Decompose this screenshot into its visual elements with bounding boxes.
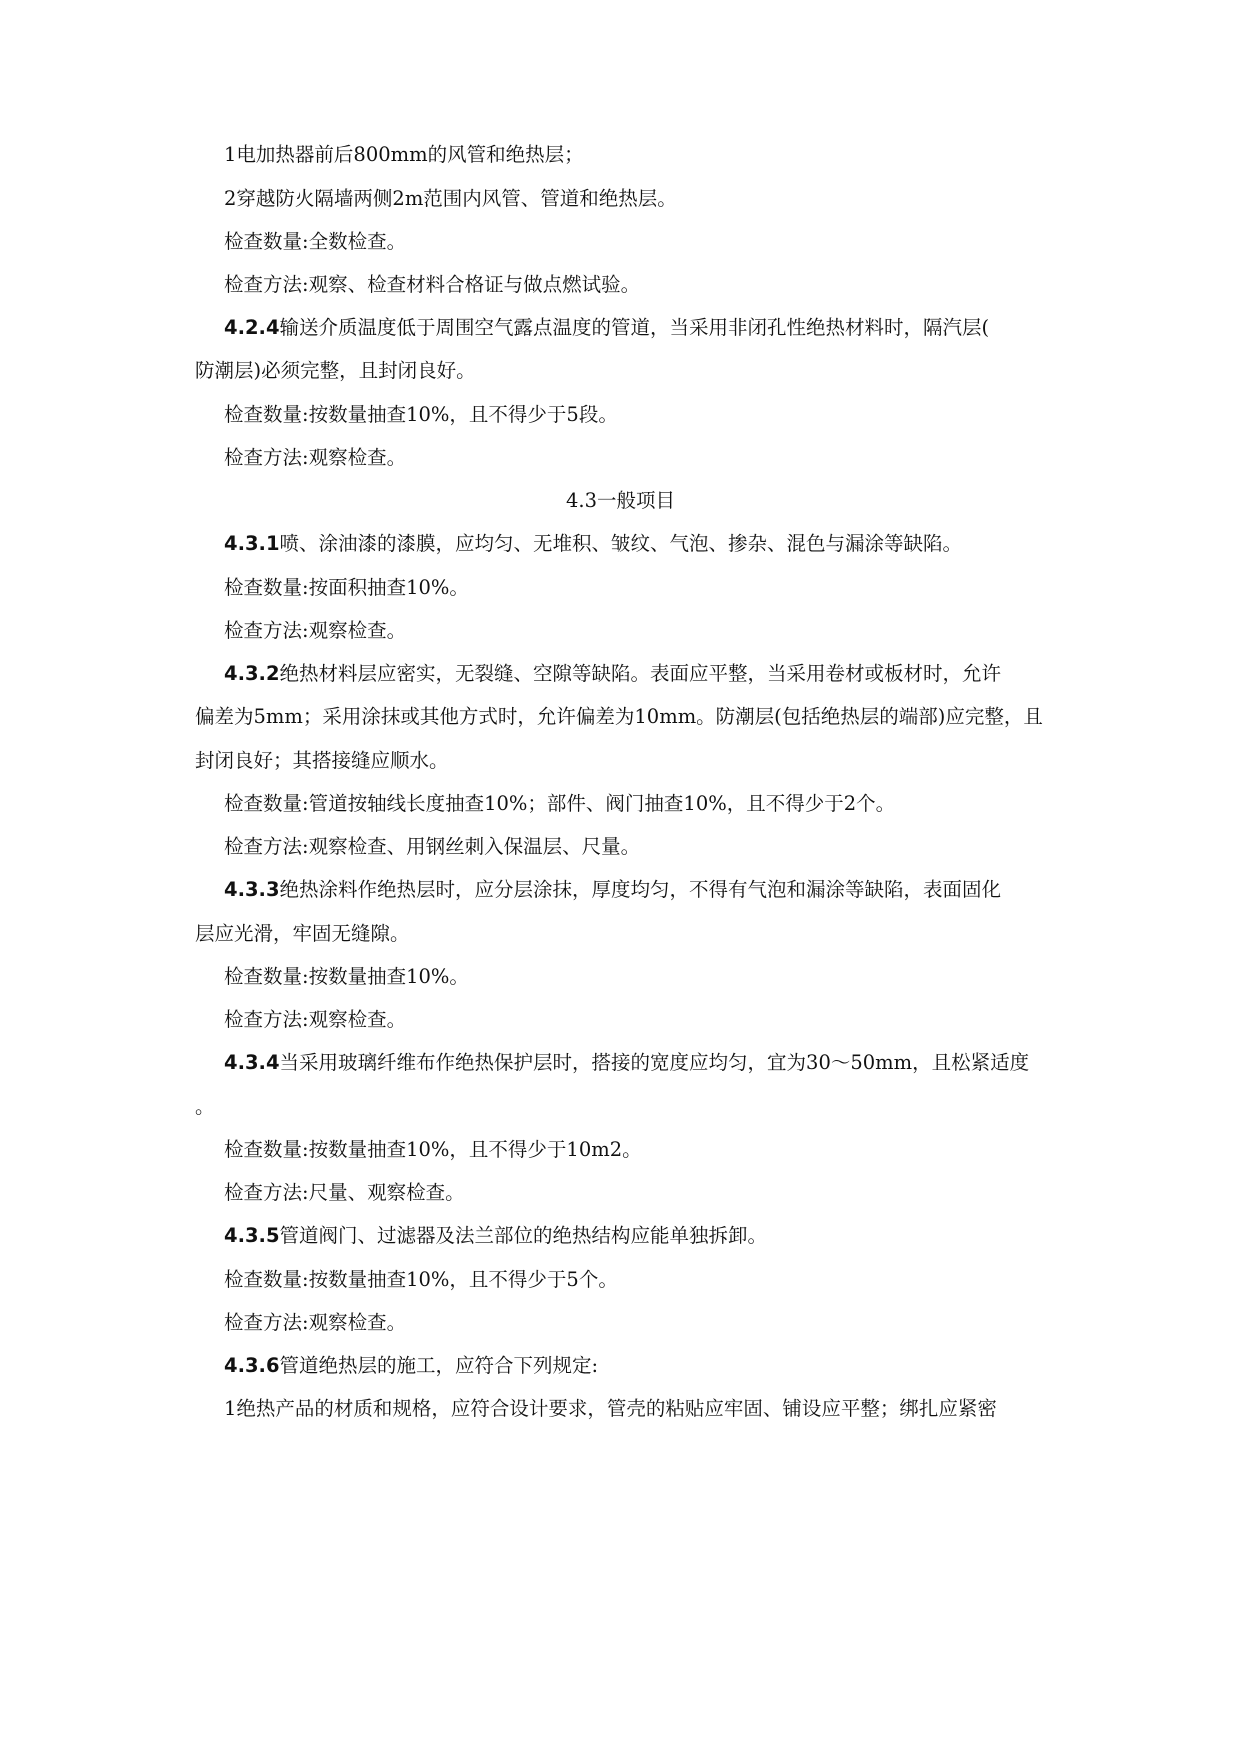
paragraph: 检查方法:观察检查。 <box>224 619 407 642</box>
paragraph: 检查数量:按数量抽查10%，且不得少于5段。 <box>224 403 618 426</box>
clause-text: 绝热涂料作绝热层时，应分层涂抹，厚度均匀，不得有气泡和漏涂等缺陷，表面固化 <box>279 878 1002 901</box>
paragraph-continuation: 封闭良好；其搭接缝应顺水。 <box>195 749 449 772</box>
clause-number: 4.3.3 <box>224 878 280 901</box>
paragraph: 检查数量:管道按轴线长度抽查10%；部件、阀门抽查10%，且不得少于2个。 <box>224 792 896 815</box>
clause-text: 喷、涂油漆的漆膜，应均匀、无堆积、皱纹、气泡、掺杂、混色与漏涂等缺陷。 <box>279 532 963 555</box>
paragraph: 检查数量:按面积抽查10%。 <box>224 576 469 599</box>
clause-paragraph <box>224 316 1084 340</box>
clause-paragraph <box>224 532 1084 556</box>
paragraph: 检查数量:按数量抽查10%。 <box>224 965 469 988</box>
clause-text: 管道阀门、过滤器及法兰部位的绝热结构应能单独拆卸。 <box>279 1224 768 1247</box>
paragraph: 检查方法:观察检查。 <box>224 1311 407 1334</box>
clause-text: 绝热材料层应密实，无裂缝、空隙等缺陷。表面应平整，当采用卷材或板材时，允许 <box>279 662 1002 685</box>
clause-number: 4.3.6 <box>224 1354 280 1377</box>
paragraph: 检查数量:按数量抽查10%，且不得少于5个。 <box>224 1268 618 1291</box>
clause-text: 当采用玻璃纤维布作绝热保护层时，搭接的宽度应均匀，宜为30～50mm，且松紧适度 <box>279 1051 1030 1074</box>
clause-number: 4.2.4 <box>224 316 280 339</box>
paragraph: 检查数量:按数量抽查10%，且不得少于10m2。 <box>224 1138 642 1161</box>
clause-number: 4.3.4 <box>224 1051 280 1074</box>
paragraph: 检查方法:观察、检查材料合格证与做点燃试验。 <box>224 273 641 296</box>
paragraph-continuation: 防潮层)必须完整，且封闭良好。 <box>195 359 476 382</box>
paragraph-continuation: 。 <box>195 1095 215 1118</box>
paragraph: 检查数量:全数检查。 <box>224 230 407 253</box>
paragraph-continuation: 层应光滑，牢固无缝隙。 <box>195 922 410 945</box>
paragraph-continuation: 偏差为5mm；采用涂抹或其他方式时，允许偏差为10mm。防潮层(包括绝热层的端部)应完整，且 <box>195 705 1043 728</box>
clause-paragraph <box>224 662 1084 686</box>
paragraph: 检查方法:观察检查。 <box>224 1008 407 1031</box>
clause-paragraph <box>224 1354 1084 1378</box>
paragraph: 1绝热产品的材质和规格，应符合设计要求，管壳的粘贴应牢固、铺设应平整；绑扎应紧密 <box>224 1397 997 1420</box>
clause-text: 管道绝热层的施工，应符合下列规定: <box>279 1354 599 1377</box>
clause-number: 4.3.2 <box>224 662 280 685</box>
clause-paragraph <box>224 1051 1084 1075</box>
paragraph: 检查方法:尺量、观察检查。 <box>224 1181 465 1204</box>
section-heading: 4.3一般项目 <box>565 489 675 512</box>
clause-text: 输送介质温度低于周围空气露点温度的管道，当采用非闭孔性绝热材料时，隔汽层( <box>279 316 990 339</box>
clause-paragraph <box>224 878 1084 902</box>
paragraph: 检查方法:观察检查、用钢丝刺入保温层、尺量。 <box>224 835 641 858</box>
paragraph: 1电加热器前后800mm的风管和绝热层； <box>224 143 584 166</box>
clause-paragraph <box>224 1224 1084 1248</box>
clause-number: 4.3.5 <box>224 1224 280 1247</box>
paragraph: 检查方法:观察检查。 <box>224 446 407 469</box>
paragraph: 2穿越防火隔墙两侧2m范围内风管、管道和绝热层。 <box>224 187 677 210</box>
clause-number: 4.3.1 <box>224 532 280 555</box>
